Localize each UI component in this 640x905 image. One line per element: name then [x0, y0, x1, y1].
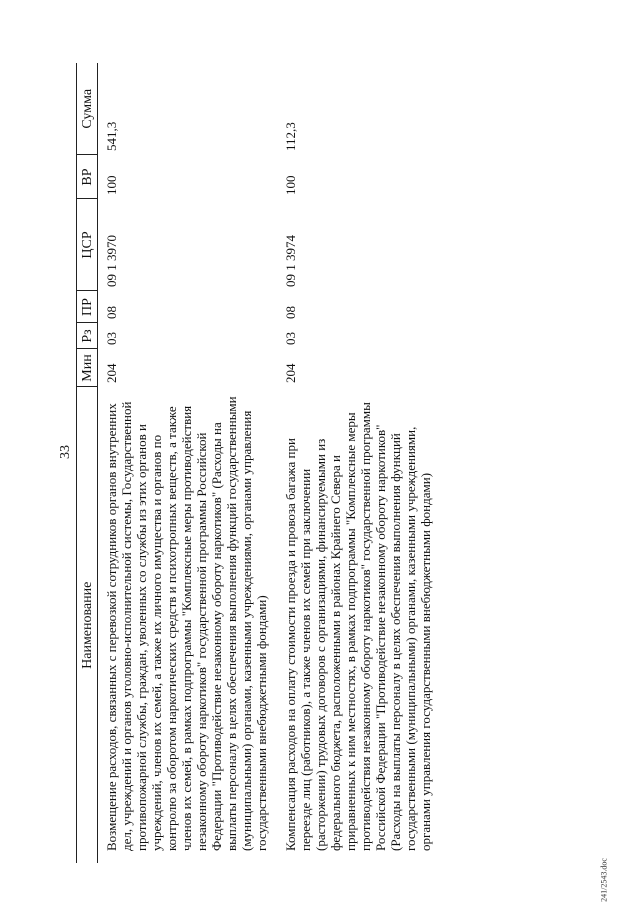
- row-rz: 03: [283, 332, 298, 345]
- header-csr: ЦСР: [77, 199, 98, 291]
- row-name: Возмещение расходов, связанных с перевозкой сотрудников органов внутренних дел, учреждений и органов уголовно-исполнительной системы, Государственной противопожарной службы, граждан, уволенных со службы из этих органов и учреждений, членов их семей, а также их личного имущества и органов по контролю за оборотом наркотических средств и психотропных веществ, а также членов их семей, в рамках подпрограммы "Комплексные меры противодействия незаконному обороту наркотиков" государственной программы Российской Федерации "Противодействие незаконному обороту наркотиков" (Расходы на выплаты персоналу в целях обеспечения выполнения функций государственными (муниципальными) органами, казенными учреждениями, органами управления государственными внебюджетными фондами): [104, 396, 269, 851]
- table-header-row: [77, 63, 98, 863]
- header-vr: ВР: [77, 155, 98, 199]
- header-pr: ПР: [77, 291, 98, 323]
- table-row: [277, 63, 441, 863]
- row-vr: 100: [283, 175, 298, 195]
- row-pr: 08: [104, 306, 119, 319]
- table-row: [98, 63, 278, 863]
- page-number: 33: [58, 445, 73, 459]
- budget-table: [76, 63, 441, 863]
- header-min: Мин: [77, 349, 98, 387]
- header-rz: Рз: [77, 323, 98, 349]
- row-min: 204: [283, 363, 298, 383]
- row-vr: 100: [104, 175, 119, 195]
- row-csr: 09 1 3970: [104, 235, 119, 287]
- header-name: Наименование: [77, 387, 98, 863]
- row-min: 204: [104, 363, 119, 383]
- row-csr: 09 1 3974: [283, 235, 298, 287]
- document-footer: 241/2543.doc: [599, 858, 609, 902]
- row-name: Компенсация расходов на оплату стоимости проезда и провоза багажа при переезде лиц (работников), а также членов их семей при заключении (расторжении) трудовых договоров с организациями, финансируемыми из федерального бюджета, расположенными в районах Крайнего Севера и приравненных к ним местностях, в рамках подпрограммы "Комплексные меры противодействия незаконному обороту наркотиков" государственной программы Российской Федерации "Противодействие незаконному обороту наркотиков" (Расходы на выплаты персоналу в целях обеспечения выполнения функций государственными (муниципальными) органами, казенными учреждениями, органами управления государственными внебюджетными фондами): [283, 402, 433, 851]
- header-sum: Сумма: [77, 63, 98, 155]
- row-sum: 112,3: [283, 122, 298, 151]
- row-pr: 08: [283, 306, 298, 319]
- row-rz: 03: [104, 332, 119, 345]
- budget-table-container: [76, 63, 596, 863]
- row-sum: 541,3: [104, 121, 119, 151]
- rotated-table: [76, 63, 596, 863]
